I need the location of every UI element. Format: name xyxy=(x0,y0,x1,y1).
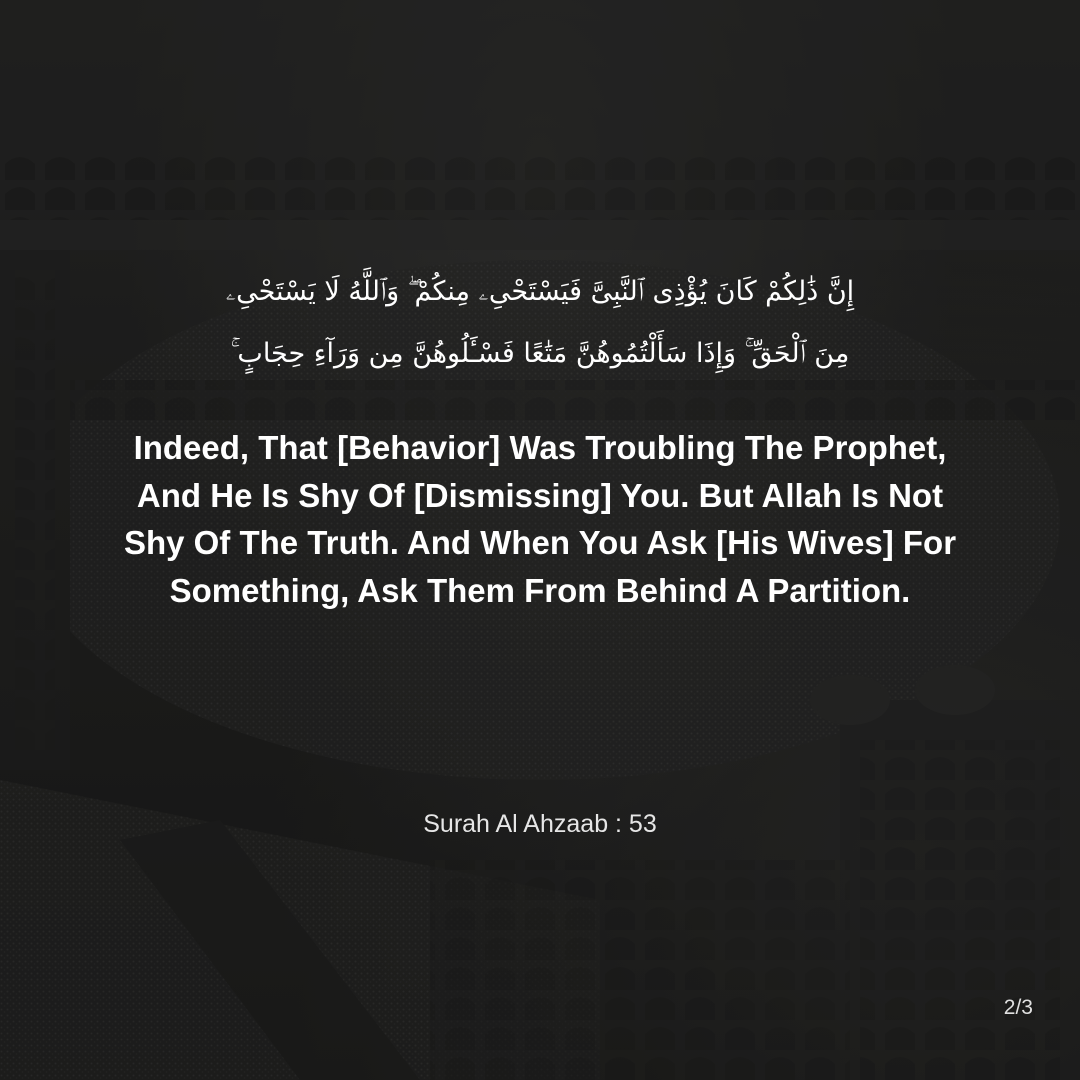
verse-translation: Indeed, That [Behavior] Was Troubling The Prophet, And He Is Shy Of [Dismissing] You. But Allah Is Not Shy Of The Truth. And When You Ask [His Wives] For Something, Ask Them From Behind A Partition. xyxy=(123,429,957,609)
page-indicator: 2/3 xyxy=(1003,996,1033,1019)
arabic-verse-line-1: إِنَّ ذَٰلِكُمْ كَانَ يُؤْذِى ٱلنَّبِىَّ فَيَسْتَحْىِۦ مِنكُمْ ۖ وَٱللَّهُ لَا يَسْتَحْىِۦ xyxy=(225,276,855,307)
arabic-verse-line-2: مِنَ ٱلْحَقِّ ۚ وَإِذَا سَأَلْتُمُوهُنَّ مَتَٰعًا فَسْـَٔلُوهُنَّ مِن وَرَآءِ حِجَابٍ ۚ xyxy=(230,338,850,369)
surah-reference: Surah Al Ahzaab : 53 xyxy=(423,810,657,838)
